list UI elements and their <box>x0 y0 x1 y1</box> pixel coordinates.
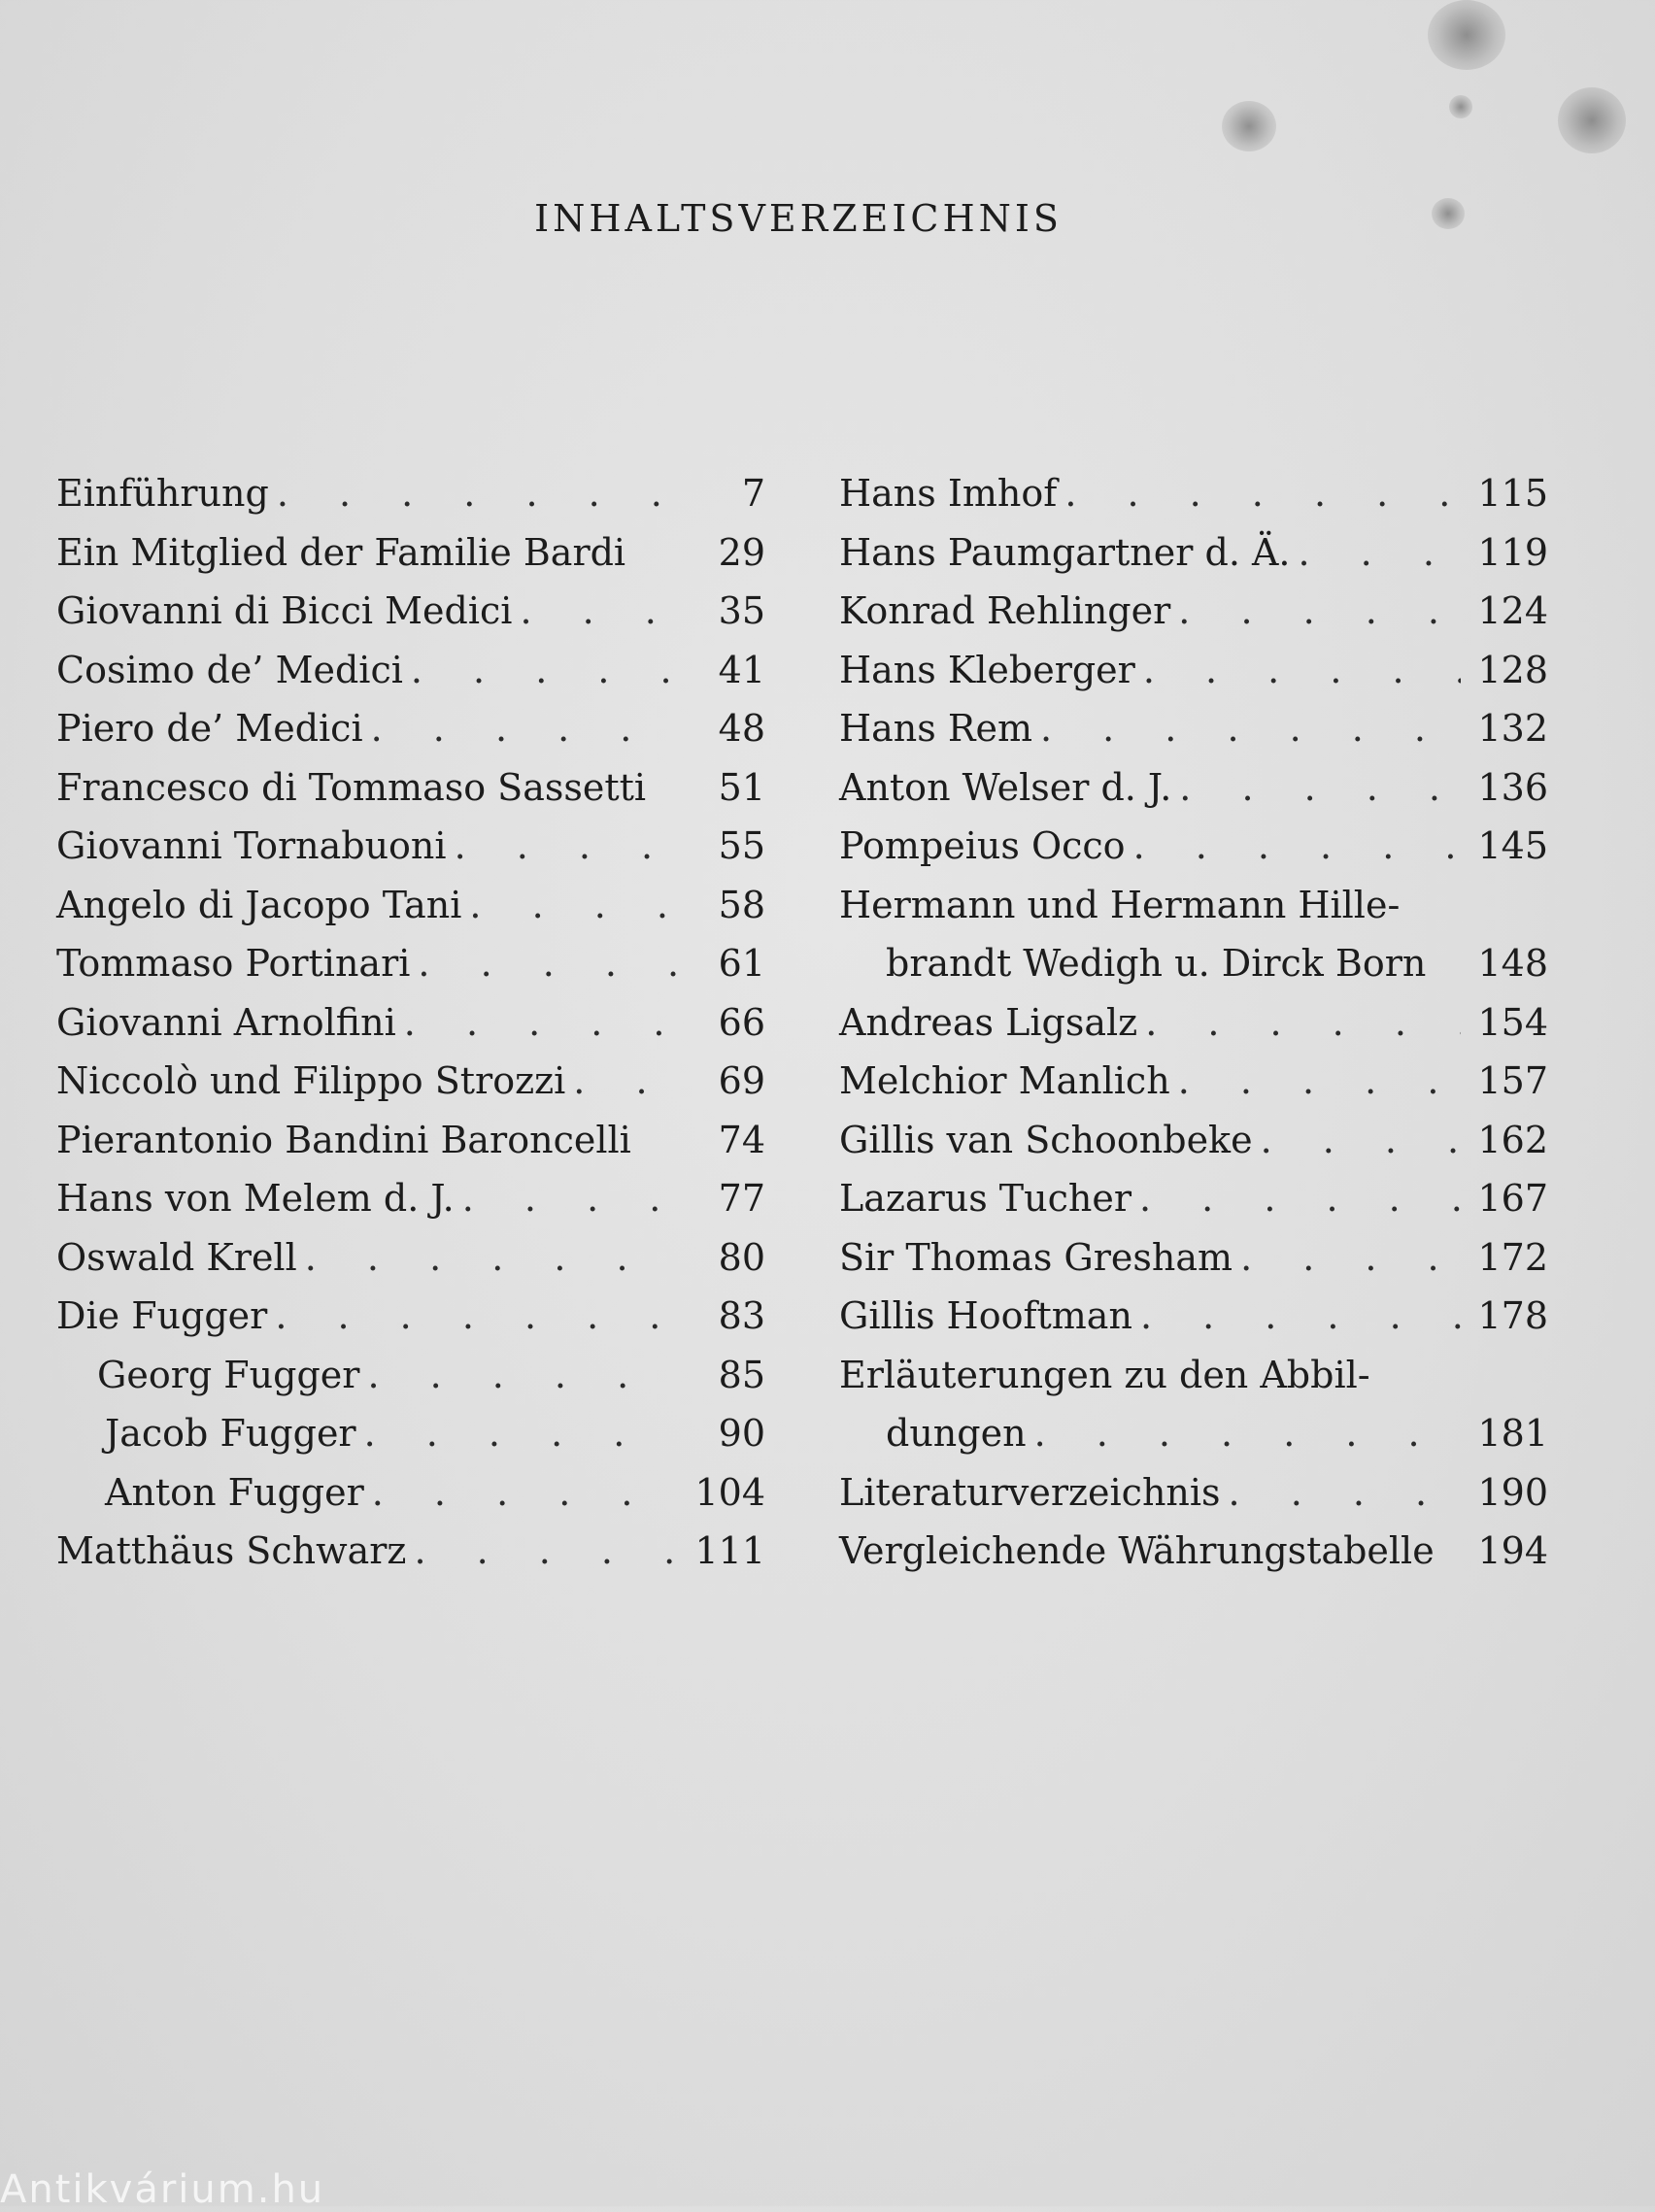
toc-entry <box>56 641 765 700</box>
toc-entry-title: Anton Welser d. J. <box>839 765 1172 809</box>
toc-entry-title: Hermann und Hermann Hille- <box>839 883 1401 926</box>
toc-entry-page: 104 <box>694 1470 765 1514</box>
leader-dots <box>363 699 678 758</box>
toc-entry-title: Oswald Krell <box>56 1235 297 1279</box>
toc-entry <box>839 758 1548 818</box>
toc-entry <box>839 1522 1548 1581</box>
toc-entry-page: 119 <box>1477 530 1548 574</box>
page-title: INHALTSVERZEICHNIS <box>534 197 1063 241</box>
toc-entry-title: Konrad Rehlinger <box>839 589 1171 632</box>
toc-entry <box>839 1287 1548 1346</box>
toc-entry-page: 167 <box>1477 1177 1548 1220</box>
toc-entry-title: brandt Wedigh u. Dirck Born <box>886 942 1427 985</box>
toc-entry-title: Tommaso Portinari <box>56 942 411 985</box>
toc-entry <box>56 1404 765 1463</box>
leader-dots <box>396 993 678 1053</box>
toc-entry-title: Sir Thomas Gresham <box>839 1235 1233 1279</box>
toc-entry-page: 35 <box>718 589 765 632</box>
leader-dots <box>1057 464 1461 523</box>
toc-entry-page: 85 <box>718 1353 765 1396</box>
toc-entry <box>839 1111 1548 1170</box>
leader-dots <box>1126 817 1461 876</box>
leader-dots <box>267 1287 678 1346</box>
toc-entry-page: 74 <box>718 1118 765 1161</box>
toc-entry <box>839 817 1548 876</box>
toc-entry-page: 90 <box>718 1412 765 1455</box>
leader-dots <box>461 876 678 935</box>
toc-entry-title: Angelo di Jacopo Tani <box>56 883 462 926</box>
toc-entry-title: Hans von Melem d. J. <box>56 1177 455 1220</box>
toc-entry-page: 194 <box>1477 1529 1548 1572</box>
toc-right-column <box>839 464 1548 1581</box>
leader-dots <box>1131 1169 1461 1228</box>
watermark: Antikvárium.hu <box>0 2167 325 2212</box>
toc-entry-page: 29 <box>718 530 765 574</box>
toc-entry-page: 83 <box>718 1294 765 1337</box>
toc-entry-page: 55 <box>718 824 765 867</box>
leader-dots <box>1132 1287 1461 1346</box>
toc-entry <box>56 1346 765 1405</box>
toc-entry <box>839 1463 1548 1523</box>
toc-entry <box>56 1228 765 1288</box>
toc-entry-page: 154 <box>1477 1000 1548 1044</box>
leader-dots <box>1233 1228 1461 1288</box>
leader-dots <box>1027 1404 1461 1463</box>
leader-dots <box>356 1404 678 1463</box>
toc-entry-page: 80 <box>718 1235 765 1279</box>
leader-dots <box>403 641 678 700</box>
toc-entry-title: Anton Fugger <box>105 1470 364 1514</box>
toc-entry <box>56 758 765 818</box>
leader-dots <box>269 464 678 523</box>
toc-entry-title: Hans Paumgartner d. Ä. <box>839 530 1291 574</box>
toc-entry-title: Giovanni Tornabuoni <box>56 824 447 867</box>
toc-entry-title: Gillis van Schoonbeke <box>839 1118 1253 1161</box>
toc-entry-title: Pompeius Occo <box>839 824 1126 867</box>
toc-entry-title: Melchior Manlich <box>839 1059 1170 1102</box>
toc-entry-page: 58 <box>718 883 765 926</box>
toc-entry <box>56 1522 765 1581</box>
leader-dots <box>297 1228 678 1288</box>
toc-entry-page: 41 <box>718 648 765 691</box>
leader-dots <box>406 1522 678 1581</box>
toc-entry-page: 178 <box>1477 1294 1548 1337</box>
toc-entry <box>839 523 1548 583</box>
toc-entry <box>839 1052 1548 1111</box>
paper-stain <box>1222 101 1276 151</box>
toc-entry <box>56 464 765 523</box>
toc-entry-title: Jacob Fugger <box>105 1412 356 1455</box>
toc-entry-title: Hans Kleberger <box>839 648 1135 691</box>
toc-entry-title: Andreas Ligsalz <box>839 1000 1138 1044</box>
toc-entry-title: Piero de’ Medici <box>56 707 363 750</box>
toc-entry <box>839 699 1548 758</box>
paper-stain <box>1558 87 1626 153</box>
toc-entry-title: Vergleichende Währungstabelle <box>839 1529 1435 1572</box>
toc-entry-page: 51 <box>718 765 765 809</box>
toc-entry <box>56 934 765 993</box>
toc-entry-page: 77 <box>718 1177 765 1220</box>
toc-entry-title: Francesco di Tommaso Sassetti <box>56 765 647 809</box>
leader-dots <box>565 1052 678 1111</box>
toc-entry-title: Georg Fugger <box>97 1353 360 1396</box>
toc-entry <box>56 523 765 583</box>
toc-entry-title: Niccolò und Filippo Strozzi <box>56 1059 566 1102</box>
toc-entry <box>839 582 1548 641</box>
toc-entry-page: 69 <box>718 1059 765 1102</box>
toc-entry-title: Erläuterungen zu den Abbil- <box>839 1353 1370 1396</box>
toc-entry-title: Einführung <box>56 472 269 515</box>
toc-entry-page: 7 <box>741 472 765 515</box>
leader-dots <box>512 582 678 641</box>
leader-dots <box>364 1463 678 1523</box>
toc-entry <box>56 1111 765 1170</box>
toc-entry <box>839 1228 1548 1288</box>
toc-entry <box>56 817 765 876</box>
toc-entry-page: 48 <box>718 707 765 750</box>
toc-entry <box>839 1404 1548 1463</box>
toc-entry <box>839 1346 1548 1405</box>
toc-entry-page: 145 <box>1477 824 1548 867</box>
toc-entry-title: dungen <box>886 1412 1027 1455</box>
toc-entry-page: 162 <box>1477 1118 1548 1161</box>
toc-entry-title: Lazarus Tucher <box>839 1177 1132 1220</box>
toc-entry <box>56 582 765 641</box>
toc-entry <box>56 1287 765 1346</box>
leader-dots <box>1170 1052 1461 1111</box>
toc-entry <box>56 699 765 758</box>
leader-dots <box>1135 641 1461 700</box>
toc-entry-title: Matthäus Schwarz <box>56 1529 407 1572</box>
toc-entry-title: Hans Rem <box>839 707 1032 750</box>
toc-entry-title: Die Fugger <box>56 1294 268 1337</box>
leader-dots <box>455 1169 678 1228</box>
toc-entry <box>839 1169 1548 1228</box>
toc-left-column <box>56 464 765 1581</box>
toc-entry-page: 66 <box>718 1000 765 1044</box>
toc-entry <box>56 993 765 1053</box>
toc-entry-title: Hans Imhof <box>839 472 1058 515</box>
leader-dots <box>447 817 678 876</box>
toc-entry <box>56 1052 765 1111</box>
paper-stain <box>1428 0 1505 70</box>
leader-dots <box>1032 699 1461 758</box>
toc-entry-title: Gillis Hooftman <box>839 1294 1132 1337</box>
toc-entry <box>56 1463 765 1523</box>
leader-dots <box>1170 582 1461 641</box>
toc-entry-page: 128 <box>1477 648 1548 691</box>
toc-entry-title: Pierantonio Bandini Baroncelli <box>56 1118 631 1161</box>
toc-entry-page: 61 <box>718 942 765 985</box>
toc-entry-page: 190 <box>1477 1470 1548 1514</box>
toc-entry <box>56 1169 765 1228</box>
toc-entry-page: 132 <box>1477 707 1548 750</box>
toc-entry-page: 115 <box>1477 472 1548 515</box>
leader-dots <box>1291 523 1462 583</box>
toc-entry <box>839 876 1548 935</box>
toc-entry-page: 148 <box>1477 942 1548 985</box>
toc-entry-page: 157 <box>1477 1059 1548 1102</box>
toc-entry <box>839 641 1548 700</box>
toc-entry-page: 111 <box>694 1529 765 1572</box>
toc-entry-title: Literaturverzeichnis <box>839 1470 1221 1514</box>
toc-entry <box>839 934 1548 993</box>
toc-entry-page: 124 <box>1477 589 1548 632</box>
toc-entry <box>839 993 1548 1053</box>
leader-dots <box>1253 1111 1461 1170</box>
toc-entry-page: 136 <box>1477 765 1548 809</box>
leader-dots <box>410 934 678 993</box>
leader-dots <box>1137 993 1461 1053</box>
leader-dots <box>359 1346 678 1405</box>
toc-entry <box>56 876 765 935</box>
toc-entry-title: Giovanni Arnolfini <box>56 1000 396 1044</box>
toc-entry-title: Cosimo de’ Medici <box>56 648 403 691</box>
leader-dots <box>1171 758 1461 818</box>
leader-dots <box>1221 1463 1461 1523</box>
toc-entry-title: Giovanni di Bicci Medici <box>56 589 513 632</box>
toc-entry-page: 181 <box>1477 1412 1548 1455</box>
toc-entry-title: Ein Mitglied der Familie Bardi <box>56 530 626 574</box>
paper-stain <box>1449 95 1472 118</box>
toc-entry <box>839 464 1548 523</box>
toc-entry-page: 172 <box>1477 1235 1548 1279</box>
